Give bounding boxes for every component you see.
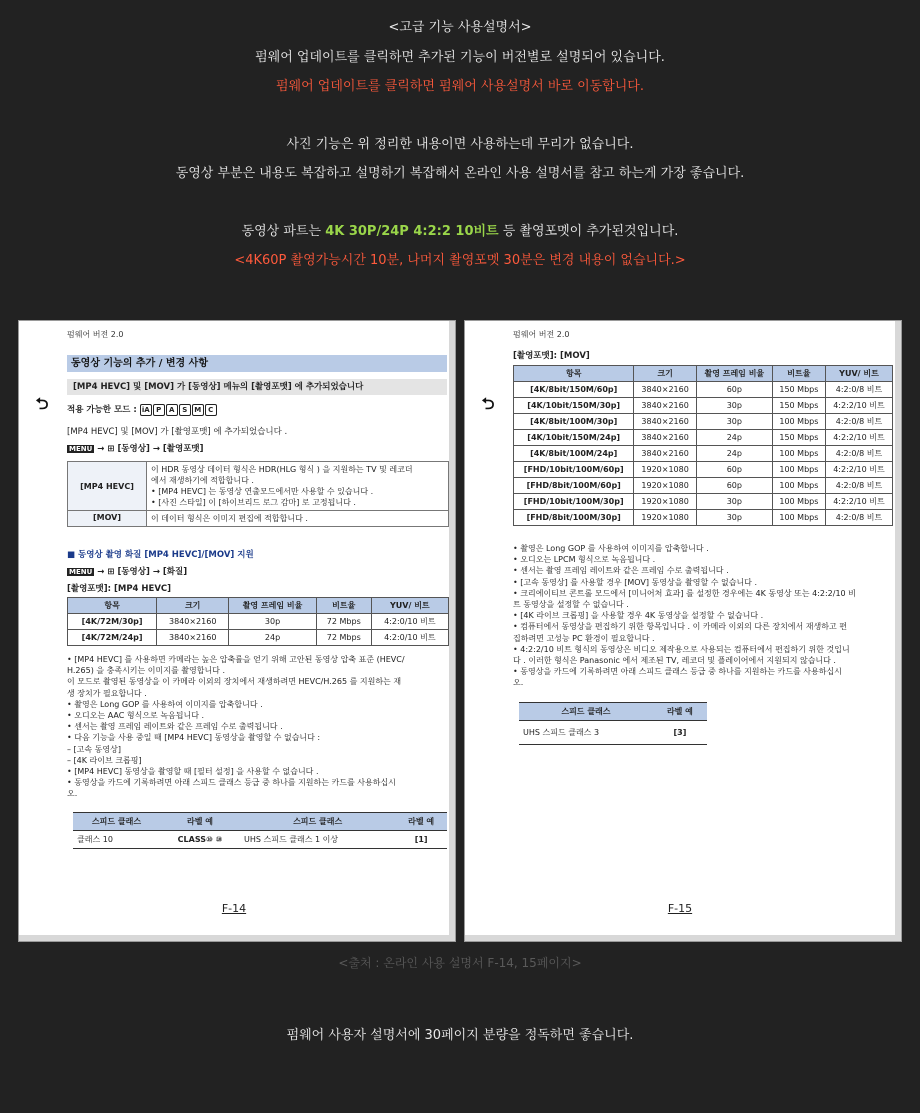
cell: 100 Mbps [772, 510, 825, 526]
notes-list [67, 654, 449, 800]
cell: [4K/8bit/100M/30p] [514, 414, 634, 430]
menu-badge: MENU [69, 445, 93, 453]
page-sheet [465, 321, 901, 941]
speed-class-table [519, 702, 707, 745]
intro-line-3: 사진 기능은 위 정리한 내용이면 사용하는데 무리가 없습니다. [286, 137, 634, 152]
spec-table [513, 365, 893, 526]
menu-path: → ⊞ [동영상] → [촬영포맷] [97, 444, 204, 454]
cell: 100 Mbps [772, 478, 825, 494]
desc-line: • [사진 스타일] 이 [하이브리드 로그 감마] 로 고정됩니다 . [151, 498, 356, 507]
format-title: [촬영포맷]: [MOV] [513, 351, 590, 361]
list-item: 오. [67, 789, 78, 799]
intro-line-5-post: 등 촬영포멧이 추가된것입니다. [498, 224, 679, 239]
table-row [514, 398, 893, 414]
cell: UHS 스피드 클래스 3 [519, 721, 653, 745]
cell: 4:2:0/8 비트 [825, 382, 892, 398]
cell: 100 Mbps [772, 446, 825, 462]
cell: 4:2:0/10 비트 [371, 614, 448, 630]
list-item: 다 . 이러한 형식은 Panasonic 에서 제조된 TV, 레코더 및 플레이어에서 지원되지 않습니다 . [513, 656, 836, 666]
table-row [519, 721, 707, 745]
list-item: • 센서는 촬영 프레임 레이트와 같은 프레임 수로 출력됩니다 . [67, 722, 283, 732]
cell: 150 Mbps [772, 430, 825, 446]
cell: 3840×2160 [634, 382, 696, 398]
cell: 72 Mbps [316, 614, 371, 630]
list-item: – [고속 동영상] [67, 744, 121, 754]
list-item: H.265) 을 충족시키는 이미지를 촬영합니다 . [67, 666, 225, 676]
mode-ia-icon: iA [140, 404, 152, 416]
col-header: 크기 [157, 598, 229, 614]
footer-text: 펌웨어 사용자 설명서에 30페이지 분량을 정독하면 좋습니다. [286, 1028, 634, 1043]
manual-page-f15 [464, 320, 902, 942]
intro-line-6: <4K60P 촬영가능시간 10분, 나머지 촬영포멧 30분은 변경 내용이 없습니다.> [234, 253, 686, 268]
modes-line [67, 403, 218, 416]
desc-line: 이 HDR 동영상 데이터 형식은 HDR(HLG 형식 ) 을 지원하는 TV 및 레코더 [151, 465, 413, 474]
quality-menu-line [67, 565, 187, 577]
cell: [4K/8bit/150M/60p] [514, 382, 634, 398]
table-row [514, 478, 893, 494]
cell: 클래스 10 [73, 831, 160, 849]
firmware-version: 펌웨어 버전 2.0 [67, 330, 124, 339]
desc-line: • [MP4 HEVC] 는 동영상 연출모드에서만 사용할 수 있습니다 . [151, 487, 374, 496]
list-item: 생 장치가 필요합니다 . [67, 688, 147, 698]
col-header: 항목 [68, 598, 157, 614]
cell: [4K/72M/24p] [68, 630, 157, 646]
table-row [68, 462, 449, 511]
list-item: • [고속 동영상] 를 사용할 경우 [MOV] 동영상을 촬영할 수 없습니다 . [513, 577, 757, 587]
cell: 3840×2160 [634, 414, 696, 430]
class10-label-icon: CLASS⑩ ⑩ [160, 831, 240, 849]
manual-page-f14 [18, 320, 456, 942]
cell: UHS 스피드 클래스 1 이상 [240, 831, 395, 849]
cell: 60p [696, 382, 772, 398]
cell: 3840×2160 [157, 614, 229, 630]
cell: 4:2:0/8 비트 [825, 446, 892, 462]
cell: 100 Mbps [772, 462, 825, 478]
list-item: 이 모드로 촬영된 동영상을 이 카메라 이외의 장치에서 재생하려면 HEVC/H.265 를 지원하는 재 [67, 677, 402, 687]
col-header: 크기 [634, 366, 696, 382]
quality-menu-path: → ⊞ [동영상] → [화질] [97, 567, 188, 577]
table-header-row [514, 366, 893, 382]
cell: 30p [229, 614, 317, 630]
cell: 150 Mbps [772, 382, 825, 398]
cell: [FHD/8bit/100M/30p] [514, 510, 634, 526]
table-header-row [68, 598, 449, 614]
section-title: 동영상 기능의 추가 / 변경 사항 [67, 355, 447, 372]
format-desc [147, 462, 449, 511]
cell: 1920×1080 [634, 462, 696, 478]
cell: 30p [696, 398, 772, 414]
intro-line-5-pre: 동영상 파트는 [241, 224, 326, 239]
col-header: 스피드 클래스 [73, 813, 160, 831]
format-name: [MOV] [68, 511, 147, 527]
table-row [514, 430, 893, 446]
col-header: YUV/ 비트 [825, 366, 892, 382]
mode-m-icon: M [192, 404, 204, 416]
list-item: • [MP4 HEVC] 동영상을 촬영할 때 [필터 설정] 을 사용할 수 없습니다 . [67, 767, 319, 777]
table-header-row [73, 813, 447, 831]
cell: 30p [696, 510, 772, 526]
col-header: 라벨 예 [160, 813, 240, 831]
col-header: 비트율 [772, 366, 825, 382]
firmware-update-link[interactable]: 펌웨어 업데이트를 클릭하면 펌웨어 사용설명서 바로 이동합니다. [276, 79, 644, 94]
intro-line-5 [0, 220, 920, 239]
cell: 4:2:0/8 비트 [825, 478, 892, 494]
cell: 1920×1080 [634, 494, 696, 510]
cell: 4:2:0/8 비트 [825, 510, 892, 526]
list-item: 오. [513, 678, 524, 688]
mode-p-icon: P [153, 404, 165, 416]
col-header: 라벨 예 [653, 703, 707, 721]
cell: 3840×2160 [157, 630, 229, 646]
list-item: • 크리에이티브 콘트롤 모드에서 [미니어처 효과] 를 설정한 경우에는 4K 동영상 또는 4:2:2/10 비 [513, 588, 856, 598]
list-item: 집하려면 고성능 PC 환경이 필요합니다 . [513, 633, 655, 643]
page-number: F-15 [667, 902, 693, 915]
col-header: 항목 [514, 366, 634, 382]
table-row [514, 414, 893, 430]
added-line: [MP4 HEVC] 및 [MOV] 가 [촬영포맷] 에 추가되었습니다 . [67, 427, 288, 437]
cell: 100 Mbps [772, 494, 825, 510]
uhs3-label-icon: [3] [653, 721, 707, 745]
table-row [68, 614, 449, 630]
cell: 150 Mbps [772, 398, 825, 414]
format-name: [MP4 HEVC] [68, 462, 147, 511]
table-row [514, 510, 893, 526]
cell: [4K/10bit/150M/24p] [514, 430, 634, 446]
table-row [514, 446, 893, 462]
col-header: 라벨 예 [395, 813, 447, 831]
cell: 30p [696, 414, 772, 430]
list-item: • 다음 기능을 사용 중일 때 [MP4 HEVC] 동영상을 촬영할 수 없습니다 : [67, 733, 321, 743]
list-item: • 동영상을 카드에 기록하려면 아래 스피드 클래스 등급 중 하나를 지원하는 카드를 사용하십시 [513, 667, 842, 677]
col-header: 스피드 클래스 [240, 813, 395, 831]
intro-title: <고급 기능 사용설명서> [388, 20, 532, 35]
cell: 72 Mbps [316, 630, 371, 646]
list-item: • 컴퓨터에서 동영상을 편집하기 위한 항목입니다 . 이 카메라 이외의 다른 장치에서 재생하고 편 [513, 622, 847, 632]
page-sheet [19, 321, 455, 941]
format-description-table [67, 461, 449, 527]
cell: 4:2:0/8 비트 [825, 414, 892, 430]
col-header: 스피드 클래스 [519, 703, 653, 721]
intro-line-5-highlight: 4K 30P/24P 4:2:2 10비트 [325, 224, 499, 239]
cell: [FHD/10bit/100M/30p] [514, 494, 634, 510]
table-header-row [519, 703, 707, 721]
spec-table [67, 597, 449, 646]
cell: 60p [696, 478, 772, 494]
format-desc: 이 데이터 형식은 이미지 편집에 적합합니다 . [147, 511, 449, 527]
cell: 4:2:2/10 비트 [825, 462, 892, 478]
cell: 100 Mbps [772, 414, 825, 430]
cell: 3840×2160 [634, 398, 696, 414]
list-item: • [MP4 HEVC] 를 사용하면 카메라는 높은 압축률을 얻기 위해 고안된 동영상 압축 표준 (HEVC/ [67, 655, 405, 664]
mode-c-icon: C [205, 404, 217, 416]
list-item: • 촬영은 Long GOP 를 사용하여 이미지를 압축합니다 . [67, 699, 263, 709]
cell: 60p [696, 462, 772, 478]
table-row [68, 511, 449, 527]
cell: 4:2:0/10 비트 [371, 630, 448, 646]
back-arrow-icon[interactable]: ⮌ [477, 393, 499, 415]
cell: 1920×1080 [634, 510, 696, 526]
format-title: [촬영포맷]: [MP4 HEVC] [67, 584, 172, 594]
table-row [68, 630, 449, 646]
table-row [514, 462, 893, 478]
list-item: • [4K 라이브 크롭핑] 을 사용할 경우 4K 동영상을 설정할 수 없습니다 . [513, 611, 764, 621]
col-header: 촬영 프레임 비율 [696, 366, 772, 382]
list-item: • 동영상을 카드에 기록하려면 아래 스피드 클래스 등급 중 하나를 지원하는 카드를 사용하십시 [67, 778, 396, 788]
table-row [514, 382, 893, 398]
col-header: 촬영 프레임 비율 [229, 598, 317, 614]
cell: 4:2:2/10 비트 [825, 494, 892, 510]
cell: 24p [696, 430, 772, 446]
menu-path-line [67, 442, 204, 454]
cell: [FHD/10bit/100M/60p] [514, 462, 634, 478]
firmware-version: 펌웨어 버전 2.0 [513, 330, 570, 339]
mode-s-icon: S [179, 404, 191, 416]
col-header: 비트율 [316, 598, 371, 614]
cell: 24p [229, 630, 317, 646]
mode-a-icon: A [166, 404, 178, 416]
menu-badge: MENU [69, 568, 93, 576]
notes-list [513, 543, 893, 689]
table-row [73, 831, 447, 849]
speed-class-table [73, 812, 447, 849]
table-row [514, 494, 893, 510]
quality-title: ■ 동영상 촬영 화질 [MP4 HEVC]/[MOV] 지원 [67, 550, 254, 560]
desc-line: 에서 재생하기에 적합합니다 . [151, 476, 254, 485]
list-item: • 센서는 촬영 프레임 레이트와 같은 프레임 수로 출력됩니다 . [513, 566, 729, 576]
cell: [FHD/8bit/100M/60p] [514, 478, 634, 494]
list-item: 트 동영상을 설정할 수 없습니다 . [513, 600, 629, 610]
list-item: • 촬영은 Long GOP 를 사용하여 이미지를 압축합니다 . [513, 544, 709, 553]
cell: 4:2:2/10 비트 [825, 398, 892, 414]
cell: 3840×2160 [634, 430, 696, 446]
list-item: – [4K 라이브 크롭핑] [67, 755, 142, 765]
source-caption: <출처 : 온라인 사용 설명서 F-14, 15페이지> [338, 956, 582, 970]
list-item: • 오디오는 AAC 형식으로 녹음됩니다 . [67, 711, 205, 721]
list-item: • 오디오는 LPCM 형식으로 녹음됩니다 . [513, 555, 656, 565]
cell: 30p [696, 494, 772, 510]
intro-line-1: 펌웨어 업데이트를 클릭하면 추가된 기능이 버전별로 설명되어 있습니다. [255, 50, 665, 65]
cell: 3840×2160 [634, 446, 696, 462]
page-number: F-14 [221, 902, 247, 915]
cell: [4K/8bit/100M/24p] [514, 446, 634, 462]
cell: 4:2:2/10 비트 [825, 430, 892, 446]
col-header: YUV/ 비트 [371, 598, 448, 614]
list-item: • 4:2:2/10 비트 형식의 동영상은 비디오 제작용으로 사용되는 컴퓨터에서 편집하기 위한 것입니 [513, 644, 850, 654]
back-arrow-icon[interactable]: ⮌ [31, 393, 53, 415]
modes-label: 적용 가능한 모드 : [67, 405, 137, 415]
intro-line-4: 동영상 부분은 내용도 복잡하고 설명하기 복잡해서 온라인 사용 설명서를 참고 하는게 가장 좋습니다. [175, 166, 745, 181]
uhs1-label-icon: [1] [395, 831, 447, 849]
cell: [4K/10bit/150M/30p] [514, 398, 634, 414]
cell: [4K/72M/30p] [68, 614, 157, 630]
cell: 24p [696, 446, 772, 462]
subsection-title: [MP4 HEVC] 및 [MOV] 가 [동영상] 메뉴의 [촬영포맷] 에 추가되었습니다 [67, 379, 447, 395]
cell: 1920×1080 [634, 478, 696, 494]
